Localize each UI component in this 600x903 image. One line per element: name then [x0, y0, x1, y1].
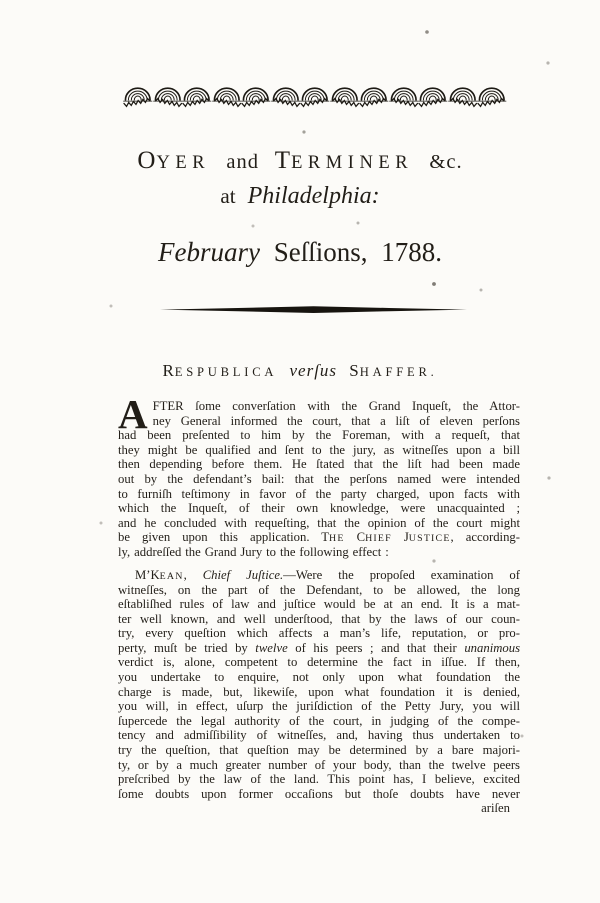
body-text	[118, 391, 521, 801]
text-line: you will, in effect, uſurp the juriſdiction of the Petty Jury, you will	[118, 699, 520, 714]
text-line: ſome doubts upon former occaſions but thoſe doubts have never	[118, 786, 520, 801]
swelled-rule-icon	[160, 305, 467, 314]
text-line: ney General informed the court, that a liſt of eleven perſons	[152, 413, 520, 428]
text-line: had been preſented to him by the Foreman, with a requeſt, that	[118, 428, 520, 443]
text-line: then depending before them. He ſtated that the liſt had been made	[118, 457, 520, 472]
text-line: FTER ſome converſation with the Grand Inqueſt, the Attor-	[152, 399, 520, 413]
paragraph	[118, 391, 520, 560]
laurel-motif-icon	[182, 84, 212, 114]
text-line: be given upon this application. THE CHIEF JUSTICE, according-	[118, 530, 520, 545]
text-line: they might be qualified and ſent to the jury, as witneſſes upon a bill	[118, 442, 520, 457]
text-line: try, every queſtion which affects a man’s life, reputation, or pro-	[118, 626, 520, 641]
text-line: charge is made, but, likewiſe, upon what foundation it is denied,	[118, 684, 520, 699]
laurel-motif-icon	[389, 84, 419, 114]
masthead-line-3: February Seſſions, 1788.	[158, 237, 442, 267]
laurel-motif-icon	[153, 84, 183, 114]
text-line: try the queſtion, that queſtion may be determined by a bare majori-	[118, 743, 520, 758]
text-line: you undertake to enquire, not only upon what foundation the	[118, 670, 520, 685]
laurel-motif-icon	[241, 84, 271, 114]
drop-cap: A	[118, 391, 148, 437]
text-line: and he concluded with requeſting, that the opinion of the court might	[118, 515, 520, 530]
masthead-line-1: OYER and TERMINER &c.	[137, 147, 463, 174]
header-ornament	[123, 84, 507, 114]
catchword: ariſen	[481, 801, 510, 815]
text-line: perty, muſt be tried by twelve of his peers ; and that their unanimous	[118, 640, 520, 655]
text-line: eſtabliſhed rules of law and juſtice would be at an end. It is a mat-	[118, 597, 520, 612]
text-line: preſcribed by the law of the land. This point has, I believe, excited	[118, 772, 520, 787]
laurel-motif-icon	[418, 84, 448, 114]
text-line: to furniſh teſtimony in favor of the party charged, upon facts with	[118, 486, 520, 501]
laurel-motif-icon	[330, 84, 360, 114]
text-line: out by the defendant’s bail: that the perſons named were intended	[118, 471, 520, 486]
masthead-line-2: at Philadelphia:	[220, 183, 380, 209]
text-line: ter well known, and well underſtood, that by the laws of our coun-	[118, 611, 520, 626]
text-line: ly, addreſſed the Grand Jury to the following effect :	[118, 544, 389, 559]
section-divider-rule	[160, 301, 467, 310]
text-line: ſupercede the legal authority of the court, in judging of the compe-	[118, 713, 520, 728]
laurel-motif-icon	[477, 84, 507, 114]
text-line: verdict is, alone, competent to determine the fact in iſſue. If then,	[118, 655, 520, 670]
text-line: ty, or by a much greater number of your body, than the twelve peers	[118, 757, 520, 772]
text-line: which the Inqueſt, of their own knowledge, were unacquainted ;	[118, 501, 520, 516]
laurel-motif-icon	[359, 84, 389, 114]
laurel-motif-icon	[300, 84, 330, 114]
laurel-motif-icon	[448, 84, 478, 114]
text-line: witneſſes, on the part of the Defendant, to be allowed, the long	[118, 582, 520, 597]
case-heading: RESPUBLICA verſus SHAFFER.	[162, 361, 438, 380]
paragraph	[118, 568, 520, 802]
laurel-motif-icon	[123, 84, 153, 114]
laurel-motif-icon	[271, 84, 301, 114]
scan-specks	[0, 0, 2, 2]
text-line: M’KEAN, Chief Juſtice.—Were the propoſed examination of	[135, 567, 521, 582]
laurel-motif-icon	[212, 84, 242, 114]
text-line: tency and admiſſibility of witneſſes, and, having thus undertaken to	[118, 728, 520, 743]
